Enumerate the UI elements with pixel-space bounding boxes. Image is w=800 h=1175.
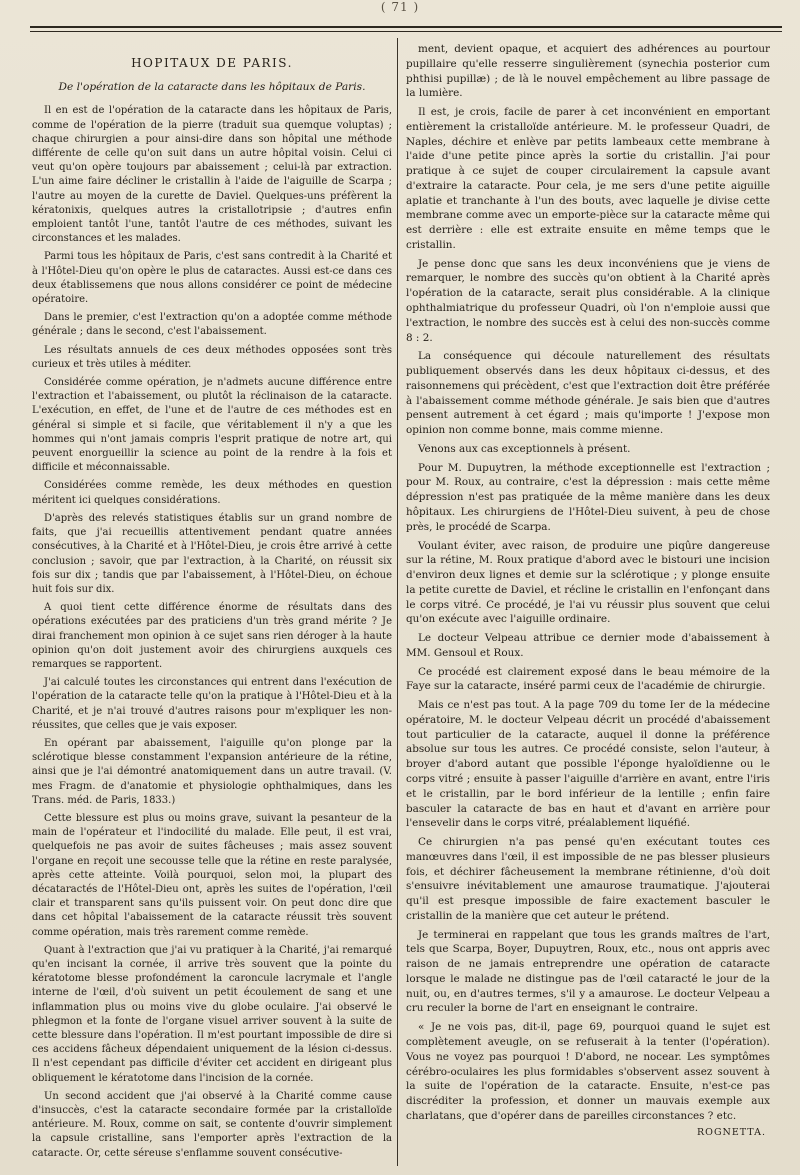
left-column xyxy=(32,42,392,1161)
header-rule xyxy=(30,26,782,32)
paragraph: Ce chirurgien n'a pas pensé qu'en exécutant toutes ces manœuvres dans l'œil, il est impossible de ne pas blesser plusieurs fois, et déchirer fâcheusement la membrane rétinienne, d'où doit s'ensuivre inévitablement une amaurose traumatique. J'ajouterai qu'il est presque impossible de faire exactement basculer le cristallin de la manière que cet auteur le prétend. xyxy=(406,836,770,922)
paragraph: Ce procédé est clairement exposé dans le beau mémoire de la Faye sur la cataracte, inséré parmi ceux de l'académie de chirurgie. xyxy=(406,665,770,693)
paragraph: Parmi tous les hôpitaux de Paris, c'est sans contredit à la Charité et à l'Hôtel-Dieu qu'on opère le plus de cataractes. Aussi est-ce dans ces deux établissemens que nous allons considérer ce point de médecine opératoire. xyxy=(32,251,392,306)
paragraph: Quant à l'extraction que j'ai vu pratiquer à la Charité, j'ai remarqué qu'en incisant la cornée, il arrive très souvent que la pointe du kératotome blesse profondément la caroncule lacrymale et l'angle interne de l'œil, d'où suivent un petit écoulement de sang et une inflammation plus ou moins vive du globe oculaire. J'ai observé le phlegmon et la fonte de l'organe visuel arriver souvent à la suite de cette blessure dans l'opération. Il m'est pourtant impossible de dire si ces accidens fâcheux dépendaient uniquement de la lésion ci-dessus. Il n'est cependant pas difficile d'éviter cet accident en dirigeant plus obliquement le kératotome dans l'incision de la cornée. xyxy=(32,944,392,1084)
left-body xyxy=(32,104,392,1160)
paragraph: Pour M. Dupuytren, la méthode exceptionnelle est l'extraction ; pour M. Roux, au contraire, c'est la dépression : mais cette même dépression n'est pas pratiquée de la même manière dans les deux hôpitaux. Les chirurgiens de l'Hôtel-Dieu suivent, à peu de chose près, le procédé de Scarpa. xyxy=(406,461,770,533)
right-body xyxy=(406,42,770,1124)
paragraph: Considérée comme opération, je n'admets aucune différence entre l'extraction et l'abaissement, ou plutôt la réclinaison de la cataracte. L'exécution, en effet, de l'une et de l'autre de ces méthodes est en général si simple et si facile, que véritablement il n'y a que les hommes qui n'ont jamais compris l'esprit pratique de notre art, qui peuvent enorgueillir la science au point de la rendre à la fois et difficile et méconnaissable. xyxy=(32,377,392,474)
paragraph: Un second accident que j'ai observé à la Charité comme cause d'insuccès, c'est la cataracte secondaire formée par la cristalloïde antérieure. M. Roux, comme on sait, se contente d'ouvrir simplement la capsule cristalline, sans l'emporter après l'extraction de la cataracte. Or, cette séreuse s'enflamme souvent consécutive- xyxy=(32,1090,392,1159)
paragraph: J'ai calculé toutes les circonstances qui entrent dans l'exécution de l'opération de la cataracte telle qu'on la pratique à l'Hôtel-Dieu et à la Charité, et je n'ai trouvé d'autres raisons pour m'expliquer les non-réussites, que celles que je vais exposer. xyxy=(32,677,392,731)
paragraph: Voulant éviter, avec raison, de produire une piqûre dangereuse sur la rétine, M. Roux pratique d'abord avec le bistouri une incision d'environ deux lignes et demie sur la sclérotique ; y plonge ensuite la petite curette de Daviel, et récline le cristallin en l'enfonçant dans le corps vitré. Ce procédé, je l'ai vu réussir plus souvent que celui qu'on exécute avec l'aiguille ordinaire. xyxy=(406,539,770,626)
article-subheading: De l'opération de la cataracte dans les hôpitaux de Paris. xyxy=(58,81,366,94)
paragraph: ment, devient opaque, et acquiert des adhérences au pourtour pupillaire qu'elle resserre singulièrement (synechia posterior cum phthisi pupillæ) ; de là le nouvel empêchement au libre passage de la lumière. xyxy=(406,43,770,100)
paragraph: Il est, je crois, facile de parer à cet inconvénient en emportant entièrement la cristalloïde antérieure. M. le professeur Quadri, de Naples, déchire et enlève par petits lambeaux cette membrane à l'aide d'une petite pince après la sortie du cristallin. J'ai pour pratique à ce sujet de couper circulairement la capsule avant d'extraire la cataracte. Pour cela, je me sers d'une petite aiguille aplatie et tranchante à l'un des bouts, avec laquelle je divise cette membrane comme avec un emporte-pièce sur la cataracte même qui est derrière : elle est extraite ensuite en même temps que le cristallin. xyxy=(406,106,770,251)
right-column xyxy=(406,42,770,1140)
paragraph: Cette blessure est plus ou moins grave, suivant la pesanteur de la main de l'opérateur et l'indocilité du malade. Elle peut, il est vrai, quelquefois ne pas avoir de suites fâcheuses ; mais assez souvent l'organe en reçoit une secousse telle que la rétine en reste paralysée, après cette atteinte. Voilà pourquoi, selon moi, la plupart des décataractés de l'Hôtel-Dieu ont, après les suites de l'opération, l'œil clair et transparent sans qu'ils puissent voir. On peut donc dire que dans cet hôpital l'abaissement de la cataracte réussit très souvent comme opération, mais très rarement comme remède. xyxy=(32,812,392,938)
author-signature: ROGNETTA. xyxy=(697,1126,766,1138)
paragraph: A quoi tient cette différence énorme de résultats dans des opérations exécutées par des praticiens d'un très grand mérite ? Je dirai franchement mon opinion à ce sujet sans rien déroger à la haute opinion qu'on doit justement avoir des chirurgiens auxquels ces remarques se rapportent. xyxy=(32,602,392,670)
column-divider xyxy=(397,38,398,1166)
paragraph: D'après des relevés statistiques établis sur un grand nombre de faits, que j'ai recueillis attentivement pendant quatre années consécutives, à la Charité et à l'Hôtel-Dieu, je crois être arrivé à cette conclusion ; savoir, que par l'extraction, à la Charité, on réussit six fois sur dix ; tandis que par l'abaissement, à l'Hôtel-Dieu, on échoue huit fois sur dix. xyxy=(32,512,392,595)
article-heading: HOPITAUX DE PARIS. xyxy=(131,56,293,70)
paragraph: Je pense donc que sans les deux inconvéniens que je viens de remarquer, le nombre des succès qu'on obtient à la Charité après l'opération de la cataracte, serait plus considérable. A la clinique ophthalmiatrique du professeur Quadri, où l'on n'emploie aussi que l'extraction, le nombre des succès est à celui des non-succès comme 8 : 2. xyxy=(406,257,770,344)
paragraph: Je terminerai en rappelant que tous les grands maîtres de l'art, tels que Scarpa, Boyer, Dupuytren, Roux, etc., nous ont appris avec raison de ne jamais entreprendre une opération de cataracte lorsque le malade ne distingue pas de l'œil cataracté le jour de la nuit, ou, en d'autres termes, s'il y a amaurose. Le docteur Velpeau a cru reculer la borne de l'art en enseignant le contraire. xyxy=(406,928,770,1015)
paragraph: Mais ce n'est pas tout. A la page 709 du tome Ier de la médecine opératoire, M. le docteur Velpeau décrit un procédé d'abaissement tout particulier de la cataracte, auquel il donne la préférence absolue sur tous les autres. Ce procédé consiste, selon l'auteur, à broyer d'abord autant que possible l'éponge hyaloïdienne ou le corps vitré ; ensuite à passer l'aiguille d'arrière en avant, entre l'iris et le cristallin, par le bord inférieur de la lentille ; enfin faire basculer la cataracte de bas en haut et d'avant en arrière pour l'ensevelir dans le corps vitré, préalablement liquéfié. xyxy=(406,699,770,830)
paragraph: Les résultats annuels de ces deux méthodes opposées sont très curieux et très utiles à méditer. xyxy=(32,344,392,370)
paragraph: Venons aux cas exceptionnels à présent. xyxy=(418,442,631,455)
paragraph: Il en est de l'opération de la cataracte dans les hôpitaux de Paris, comme de l'opération de la pierre (traduit sua quemque voluptas) ; chaque chirurgien a pour ainsi-dire dans son hôpital une méthode différente de celle qu'on suit dans un autre hôpital voisin. Celui ci veut qu'on opère toujours par abaissement ; celui-là par extraction. L'un aime faire décliner le cristallin à l'aide de l'aiguille de Scarpa ; l'autre au moyen de la curette de Daviel. Quelques-uns préfèrent la kératonixis, quelques autres la cristallotripsie ; d'autres enfin emploient tantôt l'une, tantôt l'autre de ces méthodes, suivant les circonstances et les malades. xyxy=(32,105,392,245)
page-folio: ( 71 ) xyxy=(380,0,420,14)
paragraph: Considérées comme remède, les deux méthodes en question méritent ici quelques considérations. xyxy=(32,480,392,506)
paragraph: Le docteur Velpeau attribue ce dernier mode d'abaissement à MM. Gensoul et Roux. xyxy=(406,632,770,659)
paragraph: Dans le premier, c'est l'extraction qu'on a adoptée comme méthode générale ; dans le second, c'est l'abaissement. xyxy=(32,312,392,338)
paragraph: « Je ne vois pas, dit-il, page 69, pourquoi quand le sujet est complètement aveugle, on se refuserait à la tenter (l'opération). Vous ne voyez pas pourquoi ! D'abord, ne nocear. Les symptômes cérébro-oculaires les plus formidables s'observent assez souvent à la suite de l'opération de la cataracte. Ensuite, n'est-ce pas discréditer la profession, et donner un mauvais exemple aux charlatans, que d'opérer dans de pareilles circonstances ? etc. xyxy=(406,1021,770,1122)
paragraph: En opérant par abaissement, l'aiguille qu'on plonge par la sclérotique blesse constamment l'expansion antérieure de la rétine, ainsi que je l'ai démontré anatomiquement dans un autre travail. (V. mes Fragm. de d'anatomie et physiologie ophthalmiques, dans les Trans. méd. de Paris, 1833.) xyxy=(32,737,392,806)
paragraph: La conséquence qui découle naturellement des résultats publiquement observés dans les deux hôpitaux ci-dessus, et des raisonnemens qui précèdent, c'est que l'extraction doit être préférée à l'abaissement comme méthode générale. Je sais bien que d'autres pensent autrement à cet égard ; mais qu'importe ! J'expose mon opinion non comme bonne, mais comme mienne. xyxy=(406,350,770,437)
